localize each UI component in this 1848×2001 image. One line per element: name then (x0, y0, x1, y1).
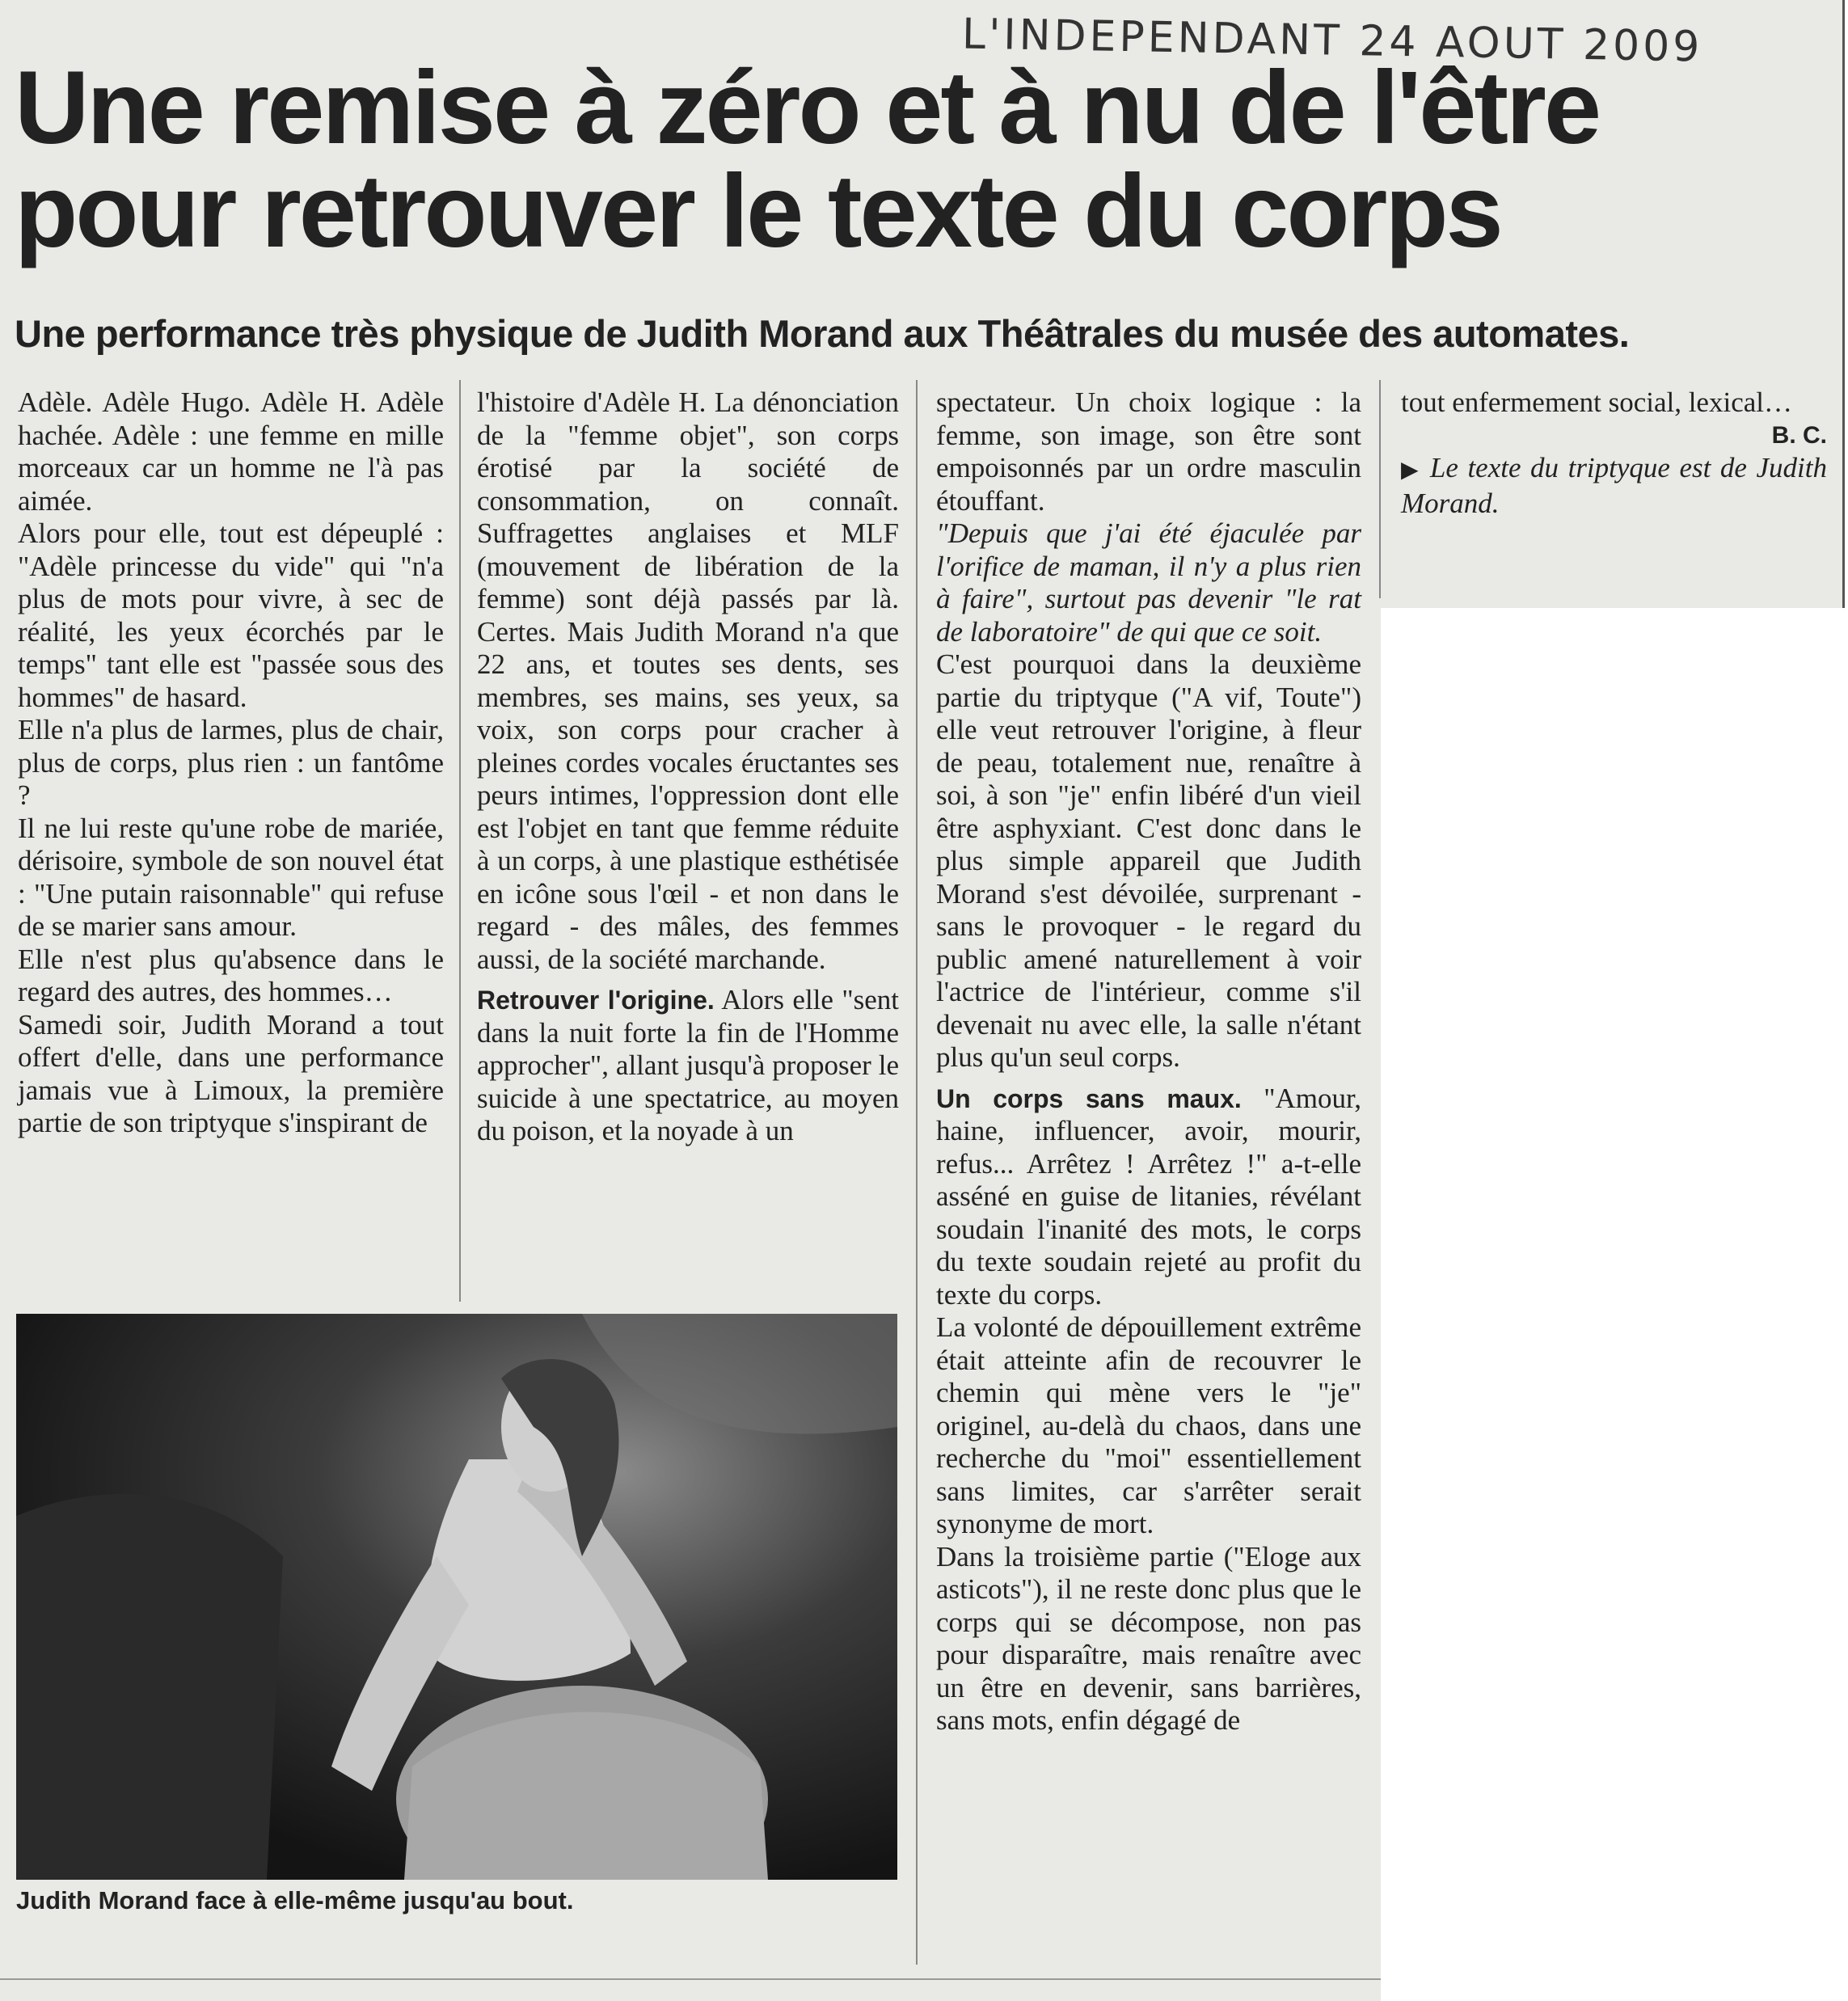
headline (15, 50, 1842, 269)
paragraph (477, 984, 899, 1148)
column-divider (459, 380, 461, 1302)
paragraph: tout enfermement social, lexical… (1401, 386, 1792, 418)
handwritten-source-note: L'INDEPENDANT 24 AOUT 2009 (961, 10, 1703, 72)
bottom-rule (0, 1978, 1381, 1980)
credit-note (1401, 452, 1827, 520)
paragraph: La volonté de dépouillement extrême était atteinte afin de recouvrer le chemin qui mène vers le "je" originel, au-delà du chaos, dans une recherche du "moi" essentiellement sans limites, car s'arrêter serait synonyme de mort. (936, 1311, 1361, 1539)
photo-caption: Judith Morand face à elle-même jusqu'au bout. (16, 1886, 574, 1914)
article-photo (16, 1314, 897, 1880)
article-column-4 (1401, 386, 1827, 520)
paragraph-text: Alors elle "sent dans la nuit forte la fin de l'Homme approcher", allant jusqu'à proposer le suicide à une spectatrice, au moyen du poison, et la noyade à un (477, 984, 900, 1146)
paragraph: "Depuis que j'ai été éjaculée par l'orifice de maman, il n'y a plus rien à faire", surtout pas devenir "le rat de laboratoire" de qui que ce soit. (936, 517, 1361, 648)
paragraph: C'est pourquoi dans la deuxième partie du triptyque ("A vif, Toute") elle veut retrouver l'origine, à fleur de peau, totalement nue, renaître à soi, à son "je" enfin libéré d'un vieil être asphyxiant. C'est donc dans le plus simple appareil que Judith Morand s'est dévoilée, surprenant - sans le provoquer - le regard du public amené naturellement à voir l'actrice de l'intérieur, comme s'il devenait nu avec elle, la salle n'étant plus qu'un seul corps. (936, 648, 1361, 1073)
paragraph-text: "Amour, haine, influencer, avoir, mourir, refus... Arrêtez ! Arrêtez !" a-t-elle asséné en guise de litanies, révélant soudain l'inanité des mots, le corps du texte soudain rejeté au profit du texte du corps. (936, 1082, 1361, 1311)
article-column-3 (936, 386, 1361, 1737)
article-column-1 (18, 386, 444, 1140)
paragraph: Dans la troisième partie ("Eloge aux asticots"), il ne reste donc plus que le corps qui se décompose, non pas pour disparaître, mais renaître avec un être en devenir, sans barrières, sans mots, enfin dégagé de (936, 1540, 1361, 1736)
paragraph: Elle n'est plus qu'absence dans le regard des autres, des hommes… (18, 943, 444, 1007)
section-lead: Un corps sans maux. (936, 1083, 1242, 1113)
paragraph: spectateur. Un choix logique : la femme, son image, son être sont empoisonnés par un ordre masculin étouffant. (936, 386, 1361, 517)
paragraph: l'histoire d'Adèle H. La dénonciation de la "femme objet", son corps érotisé par la société de consommation, on connaît. Suffragettes anglaises et MLF (mouvement de libération de la femme) sont déjà passés par là. Certes. Mais Judith Morand n'a que 22 ans, et toutes ses dents, ses membres, ses mains, ses yeux, sa voix, son corps pour cracher à pleines cordes vocales éructantes ses peurs intimes, l'oppression dont elle est l'objet en tant que femme réduite à un corps, à une plastique esthétisée en icône sous l'œil - et non dans le regard - des mâles, des femmes aussi, de la société marchande. (477, 386, 899, 975)
headline-line-1: Une remise à zéro et à nu de l'être (15, 50, 1599, 166)
triangle-bullet-icon: ▶ (1401, 458, 1421, 483)
credit-note-text: Le texte du triptyque est de Judith Morand. (1401, 452, 1827, 519)
paragraph: Elle n'a plus de larmes, plus de chair, plus de corps, plus rien : un fantôme ? (18, 714, 444, 811)
column-divider (916, 380, 918, 1965)
paragraph: Il ne lui reste qu'une robe de mariée, dérisoire, symbole de son nouvel état : "Une putain raisonnable" qui refuse de se marier sans amour. (18, 812, 444, 942)
article-column-2 (477, 386, 899, 1148)
paragraph (936, 1083, 1361, 1312)
section-lead: Retrouver l'origine. (477, 986, 715, 1015)
performer-photo-illustration (16, 1314, 897, 1880)
headline-line-2: pour retrouver le texte du corps (15, 154, 1501, 269)
paragraph: Adèle. Adèle Hugo. Adèle H. Adèle hachée. Adèle : une femme en mille morceaux car un homme ne l'à pas aimée. (18, 386, 444, 517)
subheadline: Une performance très physique de Judith Morand aux Théâtrales du musée des automates. (15, 312, 1630, 355)
paragraph: Alors pour elle, tout est dépeuplé : "Adèle princesse du vide" qui "n'a plus de mots pour vivre, à sec de réalité, les yeux écorchés par le temps" tant elle est "passée sous des hommes" de hasard. (18, 517, 444, 713)
paragraph: Samedi soir, Judith Morand a tout offert d'elle, dans une performance jamais vue à Limoux, la première partie de son triptyque s'inspirant de (18, 1008, 444, 1138)
column-divider (1379, 380, 1381, 598)
author-byline: B. C. (1771, 421, 1827, 449)
